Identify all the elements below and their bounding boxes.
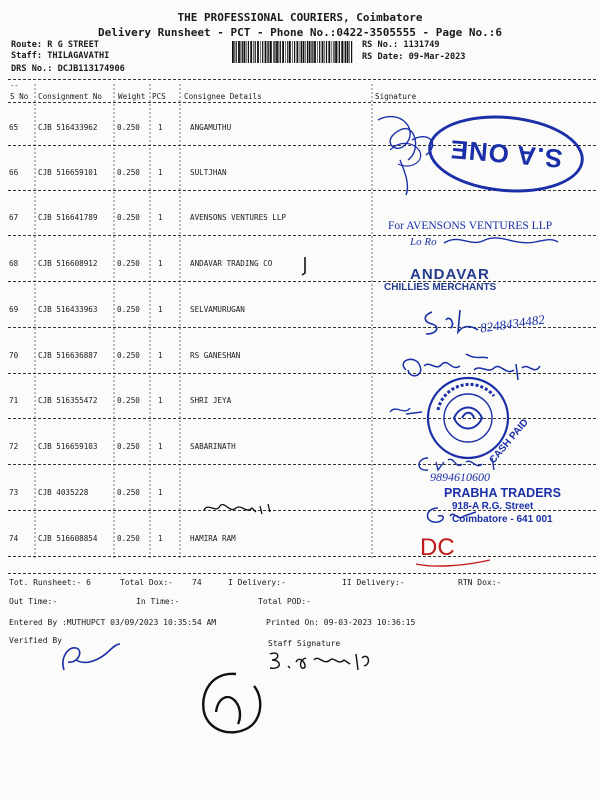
row-sno: 73 — [9, 488, 19, 497]
barcode-bar — [244, 41, 246, 63]
row-consignment: CJB 516636887 — [38, 351, 98, 360]
row-consignment: CJB 516608912 — [38, 259, 98, 268]
barcode-bar — [253, 41, 254, 63]
signature-row-73 — [200, 496, 280, 518]
row-consignment: CJB 516608854 — [38, 534, 98, 543]
row-consignee: AVENSONS VENTURES LLP — [190, 213, 287, 222]
runsheet-subtitle: Delivery Runsheet - PCT - Phone No.:0422-3505555 - Page No.:6 — [98, 26, 502, 39]
barcode-bar — [265, 41, 267, 63]
barcode-bar — [328, 41, 330, 63]
barcode-bar — [309, 41, 311, 63]
barcode-bar — [273, 41, 274, 63]
col-header-weight: Weight — [118, 92, 146, 101]
barcode-bar — [333, 41, 334, 63]
barcode-bar — [234, 41, 235, 63]
barcode-bar — [345, 41, 346, 63]
circle-mark — [196, 668, 268, 740]
row-consignment: CJB 516641789 — [38, 213, 98, 222]
row-sno: 69 — [9, 305, 19, 314]
row-consignment: CJB 516659103 — [38, 442, 98, 451]
phone-row-69: 8248434482 — [479, 311, 546, 336]
barcode-bar — [347, 41, 349, 63]
barcode-bar — [255, 41, 256, 63]
row-weight: 0.250 — [117, 396, 140, 405]
avensons-signature: Lo Ro — [410, 236, 437, 248]
row-sno: 71 — [9, 396, 19, 405]
cash-paid-text: CASH PAID — [487, 417, 531, 466]
row-sno: 74 — [9, 534, 19, 543]
barcode-bar — [279, 41, 280, 63]
dc-underline — [414, 538, 494, 568]
row-weight: 0.250 — [117, 123, 140, 132]
row-consignee: SELVAMURUGAN — [190, 305, 245, 314]
barcode-bar — [260, 41, 261, 63]
row-weight: 0.250 — [117, 305, 140, 314]
barcode-bar — [262, 41, 263, 63]
row-pcs: 1 — [158, 123, 163, 132]
barcode-bar — [250, 41, 252, 63]
barcode-bar — [311, 41, 312, 63]
row-divider — [8, 281, 596, 282]
andavar-stamp: ANDAVAR — [410, 266, 490, 283]
phone-row-72: 9894610600 — [430, 470, 490, 484]
signature-row-73-prabha — [420, 502, 490, 528]
barcode-bar — [335, 41, 337, 63]
row-consignee: HAMIRA RAM — [190, 534, 236, 543]
barcode-bar — [238, 41, 240, 63]
row-sno: 72 — [9, 442, 19, 451]
row-consignee: SHRI JEYA — [190, 396, 232, 405]
prabha-addr2: Coimbatore - 641 001 — [452, 514, 553, 525]
barcode-bar — [344, 41, 345, 63]
barcode-bar — [341, 41, 343, 63]
barcode-bar — [257, 41, 259, 63]
col-header-consignment: Consignment No — [38, 92, 103, 101]
staff-label: Staff: THILAGAVATHI — [11, 51, 110, 61]
barcode-bar — [241, 41, 242, 63]
row-pcs: 1 — [158, 534, 163, 543]
barcode-bar — [292, 41, 293, 63]
barcode-bar — [267, 41, 268, 63]
row-sno: 70 — [9, 351, 19, 360]
barcode-bar — [270, 41, 272, 63]
barcode-bar — [301, 41, 302, 63]
out-time: Out Time:- — [9, 597, 58, 606]
total-pod: Total POD:- — [258, 597, 311, 606]
row-consignee: SABARINATH — [190, 442, 236, 451]
barcode-bar — [285, 41, 286, 63]
barcode-bar — [338, 41, 339, 63]
barcode-bar — [351, 41, 352, 63]
row-pcs: 1 — [158, 351, 163, 360]
barcode-bar — [246, 41, 247, 63]
barcode-bar — [303, 41, 305, 63]
col-header-sno: S No — [10, 92, 29, 101]
barcode-bar — [322, 41, 324, 63]
row-sno: 66 — [9, 168, 19, 177]
col-header-consignee: Consignee Details — [184, 92, 262, 101]
tot-runsheet: Tot. Runsheet:- 6 — [9, 578, 91, 587]
staff-signature — [264, 648, 374, 674]
rtn-dox: RTN Dox:- — [458, 578, 502, 587]
row-weight: 0.250 — [117, 213, 140, 222]
row-pcs: 1 — [158, 213, 163, 222]
row-divider — [8, 556, 596, 557]
row-consignment: CJB 516659101 — [38, 168, 98, 177]
row-weight: 0.250 — [117, 442, 140, 451]
row-sno: 68 — [9, 259, 19, 268]
row-consignment: CJB 516433962 — [38, 123, 98, 132]
prabha-stamp: PRABHA TRADERS — [444, 486, 561, 500]
barcode-bar — [317, 41, 318, 63]
row-pcs: 1 — [158, 396, 163, 405]
row-consignee: ANGAMUTHU — [190, 123, 232, 132]
rs-date: RS Date: 09-Mar-2023 — [362, 52, 466, 62]
barcode-bar — [294, 41, 295, 63]
barcode-bar — [307, 41, 308, 63]
drs-number: DRS No.: DCJB113174906 — [11, 64, 125, 74]
sa-one-text: S.A ONE — [448, 134, 564, 175]
total-dox-value: 74 — [192, 578, 202, 587]
company-title: THE PROFESSIONAL COURIERS, Coimbatore — [177, 11, 423, 24]
staff-signature-label: Staff Signature — [268, 639, 341, 648]
row-pcs: 1 — [158, 305, 163, 314]
avensons-stamp: For AVENSONS VENTURES LLP — [388, 220, 553, 232]
barcode-bar — [314, 41, 316, 63]
row-consignment: CJB 516355472 — [38, 396, 98, 405]
row-pcs: 1 — [158, 442, 163, 451]
barcode-bar — [319, 41, 320, 63]
barcode-bar — [326, 41, 327, 63]
row-consignee: RS GANESHAN — [190, 351, 241, 360]
barcode-bar — [232, 41, 234, 63]
col-header-pcs: PCS — [152, 92, 166, 101]
barcode-bar — [268, 41, 269, 63]
row-sno: 65 — [9, 123, 19, 132]
barcode-bar — [305, 41, 306, 63]
row-consignment: CJB 516433963 — [38, 305, 98, 314]
row-pcs: 1 — [158, 488, 163, 497]
barcode-bar — [280, 41, 281, 63]
ii-delivery: II Delivery:- — [342, 578, 405, 587]
row-weight: 0.250 — [117, 534, 140, 543]
barcode-bar — [282, 41, 284, 63]
row-pcs: 1 — [158, 168, 163, 177]
printed-on: Printed On: 09-03-2023 10:36:15 — [266, 618, 416, 627]
signature-row-71 — [386, 400, 426, 420]
barcode-bar — [339, 41, 340, 63]
col-header-signature: Signature — [375, 92, 417, 101]
row-weight: 0.250 — [117, 168, 140, 177]
signature-row-67-stroke — [440, 228, 560, 250]
barcode-bar — [300, 41, 301, 63]
in-time: In Time:- — [136, 597, 180, 606]
row-weight: 0.250 — [117, 488, 140, 497]
barcode-bar — [274, 41, 275, 63]
entered-by: Entered By :MUTHUPCT 03/09/2023 10:35:54 AM — [9, 618, 217, 627]
barcode-bar — [287, 41, 288, 63]
dc-mark: DC — [420, 534, 455, 561]
barcode-bar — [242, 41, 243, 63]
divider — [8, 79, 596, 80]
divider-marks: -- — [10, 82, 19, 90]
barcode-bar — [349, 41, 350, 63]
tick-mark — [300, 256, 310, 276]
barcode-bar — [276, 41, 278, 63]
row-consignee: ANDAVAR TRADING CO — [190, 259, 273, 268]
rs-number: RS No.: 1131749 — [362, 40, 440, 50]
i-delivery: I Delivery:- — [228, 578, 286, 587]
barcode-bar — [248, 41, 249, 63]
barcode-bar — [289, 41, 291, 63]
barcode-bar — [324, 41, 325, 63]
row-consignee: SULTJHAN — [190, 168, 227, 177]
row-consignment: CJB 4035228 — [38, 488, 89, 497]
barcode-bar — [297, 41, 299, 63]
row-pcs: 1 — [158, 259, 163, 268]
row-sno: 67 — [9, 213, 19, 222]
route-label: Route: R G STREET — [11, 40, 99, 50]
verified-by: Verified By — [9, 636, 62, 645]
barcode — [232, 41, 354, 63]
andavar-sub: CHILLIES MERCHANTS — [384, 282, 497, 293]
barcode-bar — [312, 41, 313, 63]
total-dox-label: Total Dox:- — [120, 578, 173, 587]
divider — [8, 573, 596, 574]
row-weight: 0.250 — [117, 351, 140, 360]
barcode-bar — [236, 41, 237, 63]
prabha-addr1: 918-A R.G. Street — [452, 501, 534, 512]
row-weight: 0.250 — [117, 259, 140, 268]
verified-signature — [54, 640, 124, 676]
barcode-bar — [332, 41, 333, 63]
